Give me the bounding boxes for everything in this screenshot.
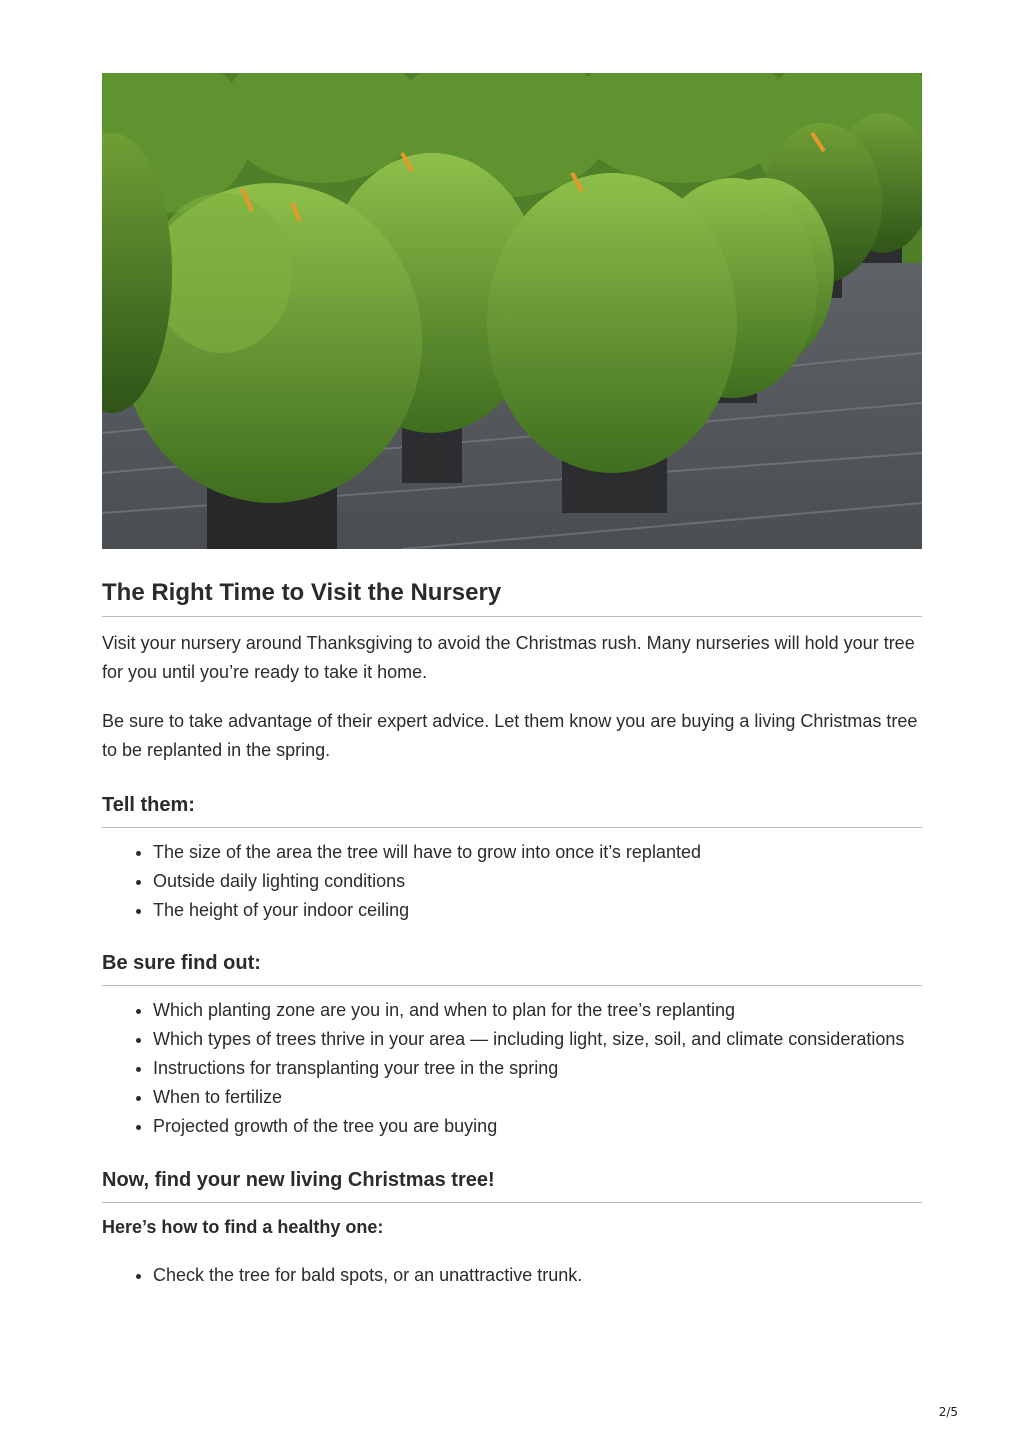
section-title: The Right Time to Visit the Nursery [102,579,922,617]
subheading-healthy: Here’s how to find a healthy one: [102,1217,384,1237]
list-item: • Instructions for transplanting your tree in the spring [153,1054,922,1083]
list-item: • Projected growth of the tree you are buying [153,1112,922,1141]
find-out-list [102,996,922,1141]
list-item: • The size of the area the tree will have to grow into once it’s replanted [153,838,922,867]
list-item: • Which planting zone are you in, and when to plan for the tree’s replanting [153,996,922,1025]
list-item: • Which types of trees thrive in your area — including light, size, soil, and climate considerations [153,1025,922,1054]
heading-tell-them: Tell them: [102,793,922,828]
paragraph-advice: Be sure to take advantage of their expert advice. Let them know you are buying a living Christmas tree to be replanted in the spring. [102,711,918,760]
potted-christmas-trees-photo [102,73,922,549]
list-item: • Check the tree for bald spots, or an unattractive trunk. [153,1261,922,1290]
heading-find-tree: Now, find your new living Christmas tree! [102,1168,922,1203]
tell-them-list [102,838,922,925]
healthy-tree-list [102,1261,922,1290]
list-item: • Outside daily lighting conditions [153,867,922,896]
list-item: • When to fertilize [153,1083,922,1112]
page-number: 2/5 [938,1405,958,1419]
heading-find-out: Be sure find out: [102,951,922,986]
article-content [102,73,922,1290]
list-item: • The height of your indoor ceiling [153,896,922,925]
paragraph-visit: Visit your nursery around Thanksgiving to avoid the Christmas rush. Many nurseries will hold your tree for you until you’re ready to take it home. [102,633,915,682]
